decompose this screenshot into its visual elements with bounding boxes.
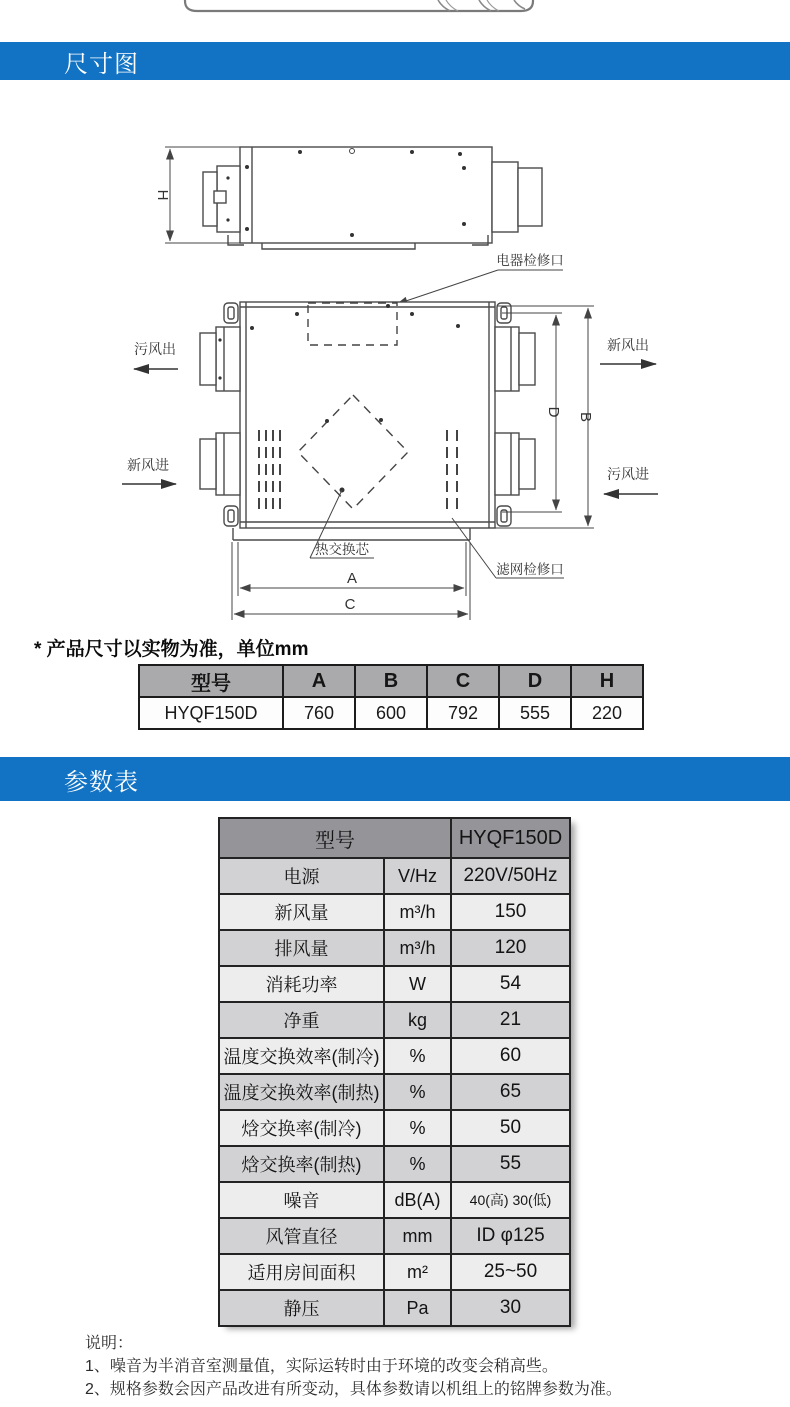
spec-value: ID φ125 bbox=[451, 1218, 570, 1254]
spec-value: 54 bbox=[451, 966, 570, 1002]
notes-title: 说明： bbox=[85, 1335, 134, 1352]
dim-value-a: 760 bbox=[283, 697, 355, 729]
spec-unit: dB(A) bbox=[384, 1182, 451, 1218]
side-view bbox=[203, 147, 542, 249]
label-dirty-air-in: 污风进 bbox=[607, 466, 649, 482]
note-item-1: 1、噪音为半消音室测量值，实际运转时由于环境的改变会稍高些。 bbox=[85, 1358, 558, 1375]
spec-value: 40(高) 30(低) bbox=[451, 1182, 570, 1218]
spec-row-noise bbox=[219, 1182, 570, 1218]
label-electric-access: 电器检修口 bbox=[496, 253, 564, 268]
spec-unit: m³/h bbox=[384, 894, 451, 930]
spec-row-static-pressure bbox=[219, 1290, 570, 1326]
dim-value-model: HYQF150D bbox=[139, 697, 283, 729]
spec-value: 50 bbox=[451, 1110, 570, 1146]
spec-label: 焓交换率(制热) bbox=[219, 1146, 384, 1182]
spec-row-power-consumption bbox=[219, 966, 570, 1002]
spec-value: 120 bbox=[451, 930, 570, 966]
note-item-2: 2、规格参数会因产品改进有所变动，具体参数请以机组上的铭牌参数为准。 bbox=[85, 1381, 622, 1398]
spec-unit: m³/h bbox=[384, 930, 451, 966]
spec-row-enthalpy-heating bbox=[219, 1146, 570, 1182]
spec-row-enthalpy-cooling bbox=[219, 1110, 570, 1146]
spec-header-model-label: 型号 bbox=[219, 818, 451, 858]
spec-row-temp-eff-heating bbox=[219, 1074, 570, 1110]
spec-label: 净重 bbox=[219, 1002, 384, 1038]
dim-label-b: B bbox=[577, 411, 594, 423]
spec-label: 温度交换效率(制热) bbox=[219, 1074, 384, 1110]
spec-value: 55 bbox=[451, 1146, 570, 1182]
section-header-specs bbox=[0, 757, 790, 801]
dim-value-b: 600 bbox=[355, 697, 427, 729]
spec-value: 30 bbox=[451, 1290, 570, 1326]
dim-label-c: C bbox=[344, 596, 356, 613]
spec-header-row bbox=[219, 818, 570, 858]
dimension-table-header-row bbox=[139, 665, 643, 697]
spec-label: 焓交换率(制冷) bbox=[219, 1110, 384, 1146]
spec-label: 电源 bbox=[219, 858, 384, 894]
section-header-dimensions bbox=[0, 42, 790, 80]
footer-notes bbox=[85, 1332, 622, 1401]
spec-table bbox=[218, 817, 571, 1327]
spec-value: 25~50 bbox=[451, 1254, 570, 1290]
spec-unit: % bbox=[384, 1038, 451, 1074]
spec-unit: mm bbox=[384, 1218, 451, 1254]
label-fresh-air-in: 新风进 bbox=[127, 457, 169, 473]
spec-unit: kg bbox=[384, 1002, 451, 1038]
label-filter-access: 滤网检修口 bbox=[496, 562, 564, 577]
spec-label: 温度交换效率(制冷) bbox=[219, 1038, 384, 1074]
dim-header-d: D bbox=[499, 665, 571, 697]
spec-unit: V/Hz bbox=[384, 858, 451, 894]
spec-row-duct-diameter bbox=[219, 1218, 570, 1254]
label-fresh-air-out: 新风出 bbox=[607, 337, 649, 353]
dim-header-c: C bbox=[427, 665, 499, 697]
dim-value-d: 555 bbox=[499, 697, 571, 729]
spec-label: 适用房间面积 bbox=[219, 1254, 384, 1290]
spec-label: 风管直径 bbox=[219, 1218, 384, 1254]
spec-row-net-weight bbox=[219, 1002, 570, 1038]
spec-value: 150 bbox=[451, 894, 570, 930]
dim-header-model: 型号 bbox=[139, 665, 283, 697]
spec-header-model-value: HYQF150D bbox=[451, 818, 570, 858]
spec-value: 65 bbox=[451, 1074, 570, 1110]
spec-unit: % bbox=[384, 1074, 451, 1110]
spec-label: 消耗功率 bbox=[219, 966, 384, 1002]
spec-value: 60 bbox=[451, 1038, 570, 1074]
dimension-diagram bbox=[0, 88, 790, 634]
section-title-specs: 参数表 bbox=[64, 768, 139, 796]
spec-unit: W bbox=[384, 966, 451, 1002]
spec-row-fresh-airflow bbox=[219, 894, 570, 930]
spec-unit: % bbox=[384, 1110, 451, 1146]
size-note: * 产品尺寸以实物为准，单位mm bbox=[34, 639, 309, 660]
dim-label-d: D bbox=[545, 406, 562, 418]
section-title-dimensions: 尺寸图 bbox=[64, 50, 139, 78]
spec-row-exhaust-airflow bbox=[219, 930, 570, 966]
dim-label-h: H bbox=[154, 189, 171, 201]
dim-header-b: B bbox=[355, 665, 427, 697]
spec-label: 噪音 bbox=[219, 1182, 384, 1218]
spec-unit: m² bbox=[384, 1254, 451, 1290]
electric-access-callout bbox=[397, 270, 563, 304]
spec-value: 21 bbox=[451, 1002, 570, 1038]
dimension-table-row bbox=[139, 697, 643, 729]
dim-header-h: H bbox=[571, 665, 643, 697]
spec-row-temp-eff-cooling bbox=[219, 1038, 570, 1074]
spec-row-room-area bbox=[219, 1254, 570, 1290]
spec-value: 220V/50Hz bbox=[451, 858, 570, 894]
dim-header-a: A bbox=[283, 665, 355, 697]
label-dirty-air-out: 污风出 bbox=[134, 341, 176, 357]
spec-label: 静压 bbox=[219, 1290, 384, 1326]
dim-label-a: A bbox=[346, 570, 358, 587]
dim-value-h: 220 bbox=[571, 697, 643, 729]
plan-view-body bbox=[224, 302, 511, 540]
spec-label: 排风量 bbox=[219, 930, 384, 966]
top-sliver-drawing bbox=[0, 0, 790, 22]
label-heat-exchange-core: 热交换芯 bbox=[315, 542, 369, 557]
spec-label: 新风量 bbox=[219, 894, 384, 930]
spec-unit: Pa bbox=[384, 1290, 451, 1326]
dim-value-c: 792 bbox=[427, 697, 499, 729]
spec-row-power bbox=[219, 858, 570, 894]
spec-unit: % bbox=[384, 1146, 451, 1182]
dimension-table bbox=[138, 664, 644, 730]
